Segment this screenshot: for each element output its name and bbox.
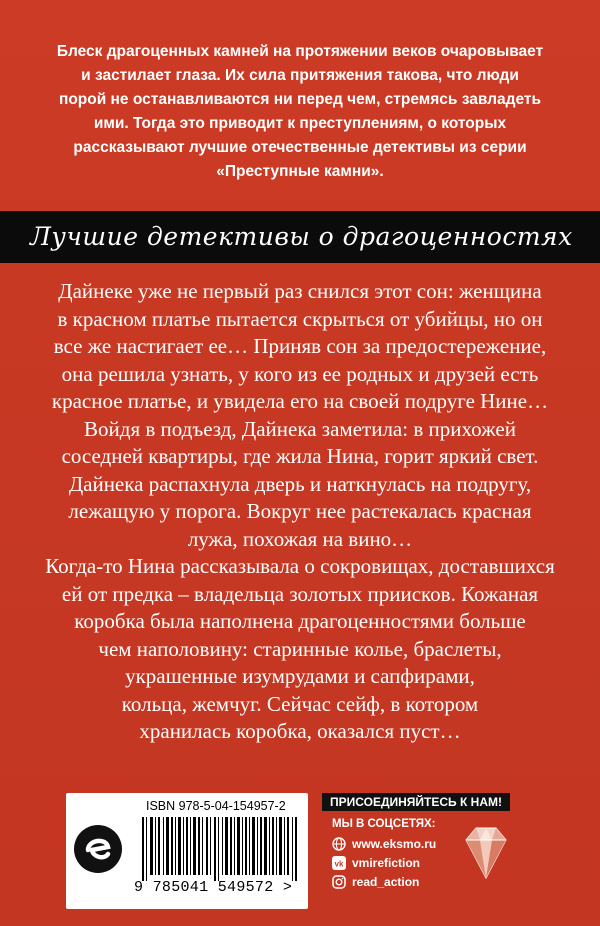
synopsis-line: лежащую у порога. Вокруг нее растекалась красная [68,499,532,523]
synopsis-line: в красном платье пытается скрыться от убийцы, но он [57,306,543,331]
intro-line: «Преступные камни». [216,163,384,180]
synopsis-line: чем наполовину: старинные колье, браслеты, [98,636,502,661]
join-us-banner: ПРИСОЕДИНЯЙТЕСЬ К НАМ! [322,793,510,811]
synopsis-line: Когда-то Нина рассказывала о сокровищах, доставшихся [45,554,555,578]
series-banner [0,211,600,263]
series-tagline: Лучшие детективы о драгоценностях [30,222,573,251]
intro-blurb [30,40,570,184]
intro-line: порой не останавливаются ни перед чем, стремясь завладеть [58,91,542,108]
svg-text:vk: vk [334,859,344,868]
synopsis-line: Дайнеке уже не первый раз снился этот сон: женщина [58,279,542,303]
synopsis-line: соседней квартиры, где жила Нина, горит яркий свет. [61,444,539,468]
synopsis-line: хранилась коробка, оказался пуст… [139,719,461,743]
isbn-label: ISBN 978-5-04-154957-2 [146,799,286,813]
synopsis-line: кольца, жемчуг. Сейчас сейф, в котором [121,691,479,716]
synopsis-line: коробка была наполнена драгоценностями больше [74,609,526,633]
intro-line: Блеск драгоценных камней на протяжении веков очаровывает [56,43,544,60]
barcode-number: 9 785041 549572 > [134,879,293,896]
barcode-icon [142,817,300,881]
vk-icon [332,856,346,870]
synopsis-line: ей от предка – владельца золотых приисков. Кожаная [61,581,539,606]
instagram-icon [332,875,346,889]
synopsis-line: все же настигает ее… Приняв сон за предостережение, [53,334,547,358]
synopsis-line: красное платье, и увидела его на своей подруге Нине… [51,389,549,413]
intro-line: рассказывают лучшие отечественные детективы из серии [73,139,527,156]
synopsis-line: Войдя в подъезд, Дайнека заметила: в прихожей [84,416,516,441]
synopsis-line: украшенные изумрудами и сапфирами, [125,664,475,688]
social-heading: МЫ В СОЦСЕТЯХ: [332,818,436,830]
social-link-label: vmirefiction [352,855,421,870]
intro-line: ими. Тогда это приводит к преступлениям, о которых [93,115,507,132]
social-link-label: read_action [352,874,420,889]
globe-icon [332,837,346,851]
intro-line: и застилает глаза. Их сила притяжения такова, что люди [81,67,519,84]
gemstone-icon [454,820,518,884]
barcode-panel [66,793,308,909]
publisher-logo-icon [72,823,124,875]
synopsis-line: она решила узнать, у кого из ее родных и друзей есть [61,361,539,386]
synopsis-line: Дайнека распахнула дверь и наткнулась на подругу, [68,471,532,496]
social-link-label: www.eksmo.ru [352,836,437,851]
synopsis [20,278,580,746]
synopsis-line: лужа, похожая на вино… [187,526,413,551]
